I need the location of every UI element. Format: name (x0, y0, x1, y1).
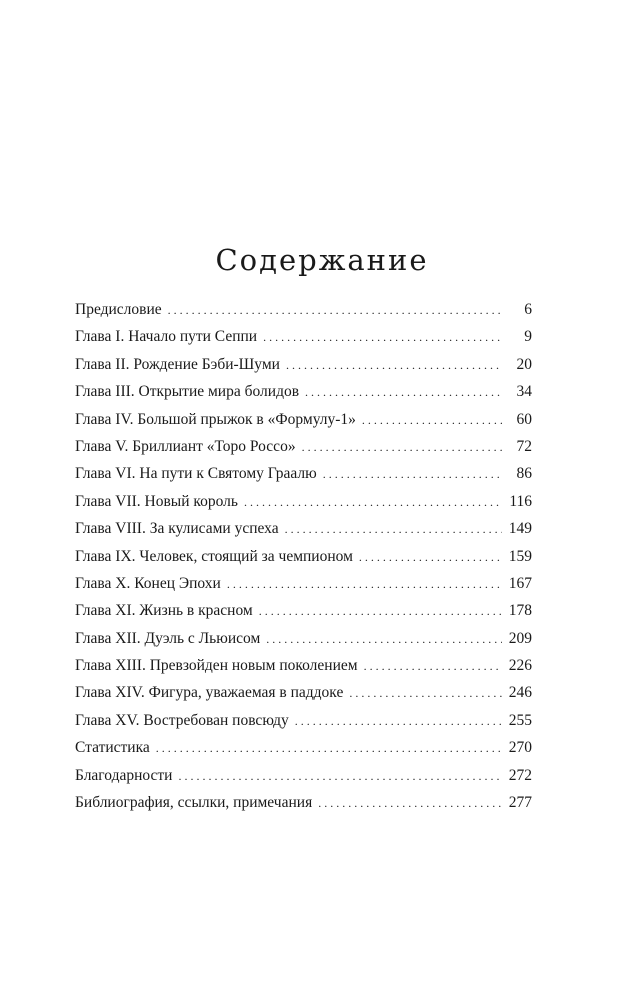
toc-entry-page-number: 86 (516, 465, 532, 483)
toc-entry-page-number: 72 (516, 437, 532, 455)
toc-entry-page-number: 272 (508, 766, 532, 784)
toc-entry-title: Глава III. Открытие мира болидов (75, 383, 300, 401)
dot-leader (318, 790, 502, 817)
toc-entry-page-number: 6 (524, 301, 532, 318)
dot-leader (305, 379, 502, 406)
toc-entry-title: Глава I. Начало пути Сеппи (75, 328, 258, 346)
dot-leader (323, 461, 502, 488)
toc-entry-page-number: 116 (509, 492, 532, 510)
toc-entry (75, 652, 532, 679)
toc-entry-title: Глава XII. Дуэль с Льюисом (75, 629, 261, 647)
toc-entry-page-number: 60 (516, 410, 532, 428)
toc-entry-page-number: 20 (516, 355, 532, 373)
dot-leader (286, 352, 502, 379)
toc-entry (75, 570, 532, 597)
toc-entry-page-number: 9 (524, 328, 532, 346)
toc-entry-title: Глава XV. Востребован повсюду (75, 711, 289, 729)
toc-entry-title: Глава IV. Большой прыжок в «Формулу-1» (75, 410, 356, 428)
toc-entry-page-number: 270 (508, 739, 532, 757)
toc-entry (75, 351, 532, 378)
toc-entry-title: Глава IX. Человек, стоящий за чемпионом (75, 547, 353, 565)
toc-entry (75, 460, 532, 487)
toc-entry (75, 762, 532, 789)
dot-leader (266, 626, 502, 653)
toc-entry (75, 323, 532, 350)
dot-leader (295, 708, 502, 735)
toc-entry (75, 488, 532, 515)
toc-entry-title: Глава II. Рождение Бэби-Шуми (75, 355, 280, 373)
dot-leader (364, 653, 502, 680)
dot-leader (263, 324, 502, 351)
toc-entry (75, 296, 532, 323)
toc-entry-title: Глава XIII. Превзойден новым поколением (75, 657, 358, 675)
toc-entry (75, 625, 532, 652)
toc-entry-page-number: 159 (508, 547, 532, 565)
toc-entry-title: Предисловие (75, 301, 162, 318)
toc-entry-title: Глава XI. Жизнь в красном (75, 602, 253, 620)
toc-entry (75, 679, 532, 706)
toc-entry-page-number: 178 (508, 602, 532, 620)
toc-entry-title: Библиография, ссылки, примечания (75, 794, 313, 812)
toc-entry (75, 597, 532, 624)
dot-leader (359, 544, 502, 571)
toc-entry-page-number: 246 (508, 684, 532, 702)
toc-entry (75, 406, 532, 433)
toc-entry (75, 433, 532, 460)
toc-title: Содержание (215, 243, 429, 277)
toc-entry-title: Статистика (75, 739, 150, 757)
dot-leader (178, 763, 502, 790)
toc-entry-page-number: 277 (508, 794, 532, 812)
dot-leader (285, 516, 502, 543)
toc-entry-title: Глава VII. Новый король (75, 492, 238, 510)
toc-entry-title: Глава VI. На пути к Святому Граалю (75, 465, 317, 483)
dot-leader (244, 489, 502, 516)
toc-entry-title: Благодарности (75, 766, 173, 784)
dot-leader (349, 680, 502, 707)
dot-leader (362, 407, 502, 434)
dot-leader (168, 297, 502, 324)
toc-entry-title: Глава VIII. За кулисами успеха (75, 520, 279, 538)
toc-entry (75, 543, 532, 570)
toc-entry-page-number: 226 (508, 657, 532, 675)
toc-entry-title: Глава V. Бриллиант «Торо Россо» (75, 437, 296, 455)
dot-leader (156, 735, 502, 762)
toc-entry-page-number: 34 (516, 383, 532, 401)
toc-entry (75, 378, 532, 405)
toc-entry-page-number: 255 (508, 711, 532, 729)
toc-entry-page-number: 167 (508, 574, 532, 592)
dot-leader (302, 434, 502, 461)
toc-entry (75, 734, 532, 761)
dot-leader (227, 571, 502, 598)
toc-entry-title: Глава X. Конец Эпохи (75, 574, 221, 592)
toc-entry-page-number: 149 (508, 520, 532, 538)
toc-entry (75, 707, 532, 734)
dot-leader (259, 598, 502, 625)
toc-entry-page-number: 209 (508, 629, 532, 647)
toc-list (75, 296, 532, 816)
toc-entry (75, 789, 532, 816)
toc-entry (75, 515, 532, 542)
toc-entry-title: Глава XIV. Фигура, уважаемая в паддоке (75, 684, 344, 702)
